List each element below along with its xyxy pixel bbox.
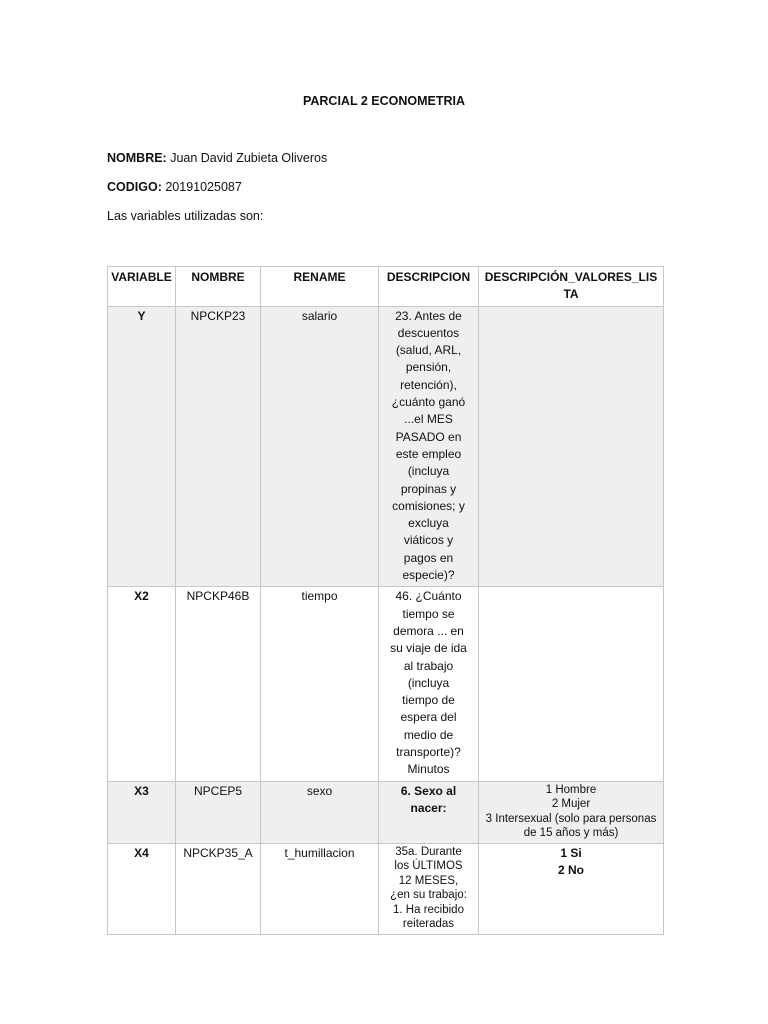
cell-variable: X3 [108,781,176,843]
value-option: 1 Hombre [545,783,597,796]
student-code-line [107,180,242,194]
intro-text: Las variables utilizadas son: [107,209,264,223]
value-option: 1 Si [560,845,582,860]
table-row [108,587,664,781]
table-row [108,781,664,843]
header-descripcion: DESCRIPCION [379,267,479,307]
cell-rename: t_humillacion [261,843,379,934]
cell-nombre: NPCEP5 [176,781,261,843]
cell-rename: salario [261,306,379,587]
codigo-label: CODIGO: [107,180,162,194]
document-title: PARCIAL 2 ECONOMETRIA [302,94,466,108]
cell-valores [479,587,664,781]
cell-nombre: NPCKP23 [176,306,261,587]
value-option: 2 No [557,862,584,877]
cell-variable: X4 [108,843,176,934]
variables-table [107,266,664,935]
header-rename: RENAME [261,267,379,307]
value-option: 3 Intersexual (solo para personas de 15 años y más) [485,812,657,840]
cell-valores [479,306,664,587]
cell-descripcion: 35a. Durante los ÚLTIMOS 12 MESES, ¿en su trabajo: 1. Ha recibido reiteradas [379,843,479,934]
cell-rename: tiempo [261,587,379,781]
cell-rename: sexo [261,781,379,843]
cell-descripcion: 23. Antes de descuentos (salud, ARL, pensión, retención), ¿cuánto ganó ...el MES PASADO en este empleo (incluya propinas y comisiones; y excluya viáticos y pagos en especie)? [379,306,479,587]
codigo-value: 20191025087 [165,180,242,194]
cell-nombre: NPCKP35_A [176,843,261,934]
cell-valores [479,843,664,934]
cell-descripcion: 6. Sexo al nacer: [379,781,479,843]
header-variable: VARIABLE [108,267,176,307]
value-option: 2 Mujer [551,798,591,811]
nombre-value: Juan David Zubieta Oliveros [170,151,328,165]
cell-variable: X2 [108,587,176,781]
cell-descripcion: 46. ¿Cuánto tiempo se demora ... en su viaje de ida al trabajo (incluya tiempo de espera del medio de transporte)? Minutos [379,587,479,781]
table-row [108,843,664,934]
header-descripcion-valores: DESCRIPCIÓN_VALORES_LISTA [479,267,664,307]
cell-nombre: NPCKP46B [176,587,261,781]
cell-variable: Y [108,306,176,587]
table-row [108,306,664,587]
header-nombre: NOMBRE [176,267,261,307]
nombre-label: NOMBRE: [107,151,167,165]
table-header-row [108,267,664,307]
student-name-line [107,151,327,165]
cell-valores [479,781,664,843]
